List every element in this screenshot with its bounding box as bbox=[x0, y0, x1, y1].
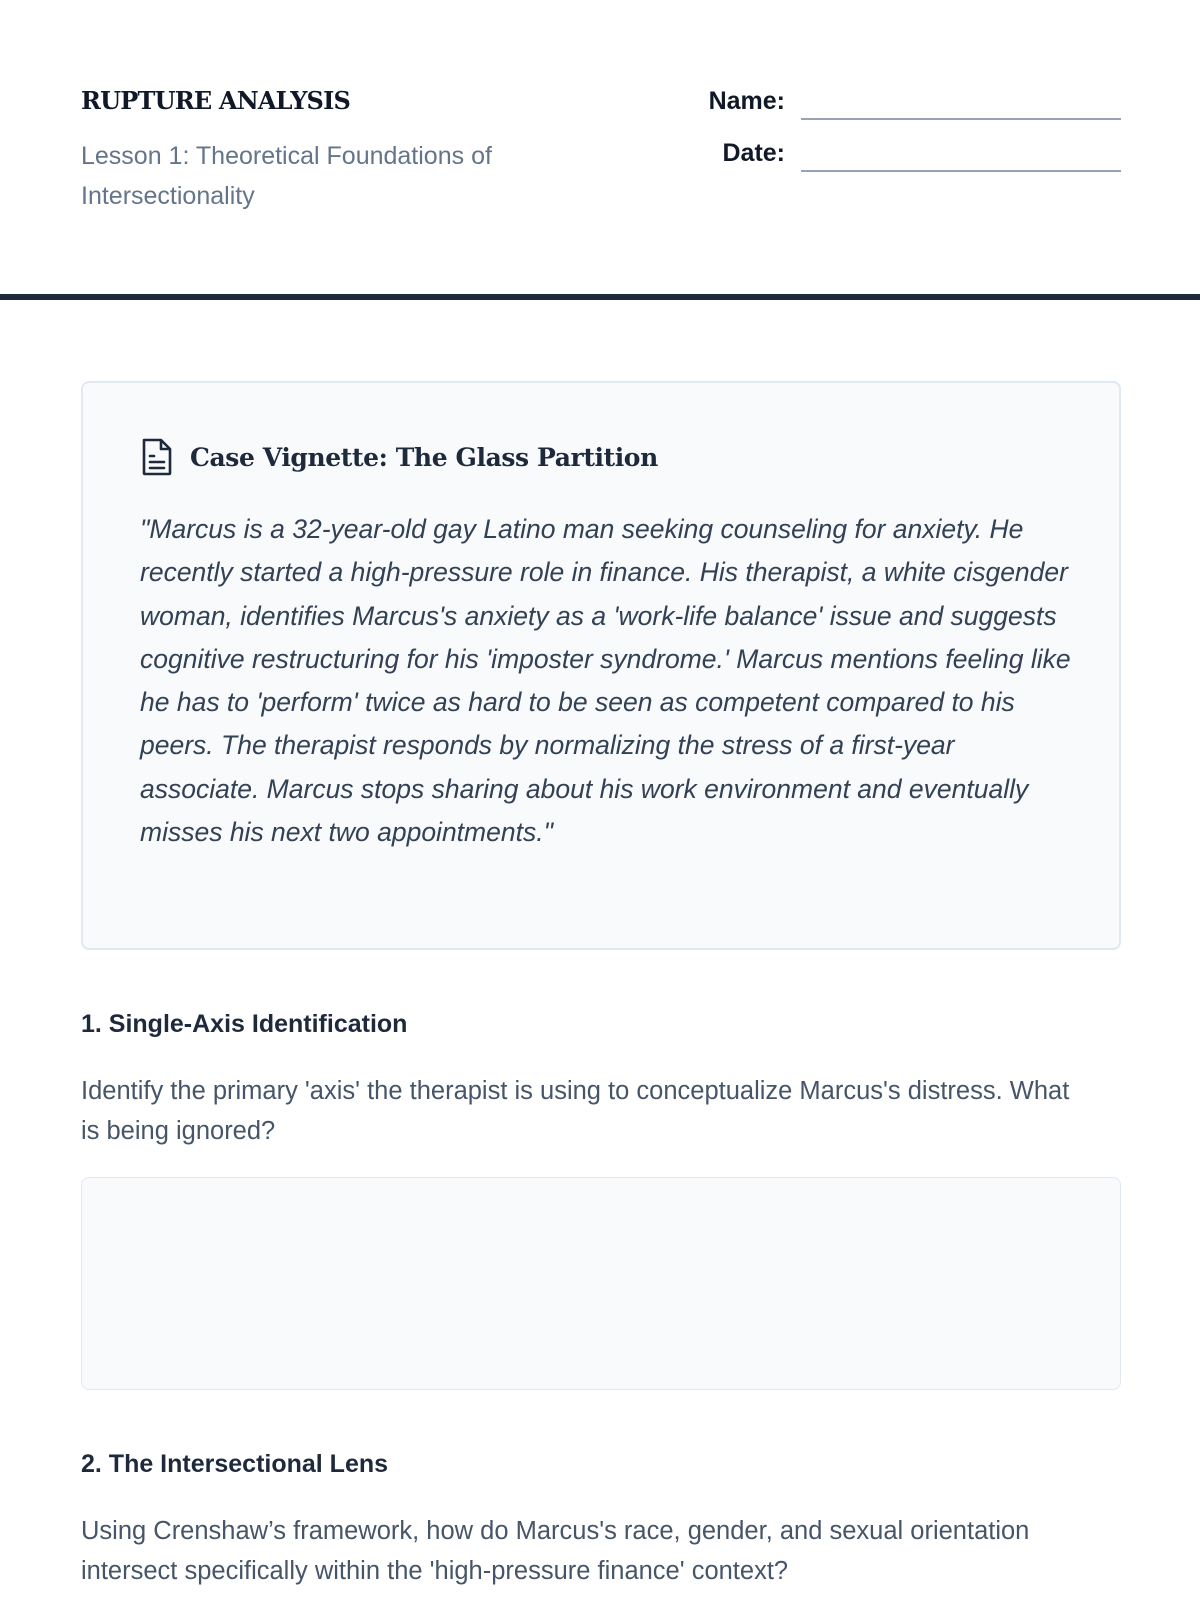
document-icon bbox=[140, 438, 174, 476]
date-field bbox=[691, 136, 1121, 188]
case-vignette-card bbox=[81, 381, 1121, 950]
question-1-answer-box[interactable] bbox=[81, 1177, 1121, 1390]
question-1-prompt: Identify the primary 'axis' the therapist is using to conceptualize Marcus's distress. What is being ignored? bbox=[81, 1077, 1070, 1145]
lesson-subtitle: Lesson 1: Theoretical Foundations of Intersectionality bbox=[81, 142, 492, 210]
question-1-title: 1. Single-Axis Identification bbox=[81, 1010, 408, 1038]
header-divider bbox=[0, 294, 1200, 300]
date-line[interactable] bbox=[801, 170, 1121, 172]
worksheet-title: RUPTURE ANALYSIS bbox=[81, 86, 351, 115]
date-label: Date: bbox=[722, 139, 785, 167]
question-2-prompt: Using Crenshaw’s framework, how do Marcus's race, gender, and sexual orientation intersect specifically within the 'high-pressure finance' context? bbox=[81, 1517, 1030, 1585]
worksheet-header bbox=[81, 0, 1121, 296]
name-label: Name: bbox=[708, 87, 785, 115]
name-line[interactable] bbox=[801, 118, 1121, 120]
vignette-title: Case Vignette: The Glass Partition bbox=[190, 442, 658, 472]
vignette-text: "Marcus is a 32-year-old gay Latino man seeking counseling for anxiety. He recently started a high-pressure role in finance. His therapist, a white cisgender woman, identifies Marcus's anxiety as a 'work-life balance' issue and suggests cognitive restructuring for his 'imposter syndrome.' Marcus mentions feeling like he has to 'perform' twice as hard to be seen as competent compared to his peers. The therapist responds by normalizing the stress of a first-year associate. Marcus stops sharing about his work environment and eventually misses his next two appointments." bbox=[140, 514, 1071, 848]
vignette-header bbox=[140, 437, 658, 477]
question-2-title: 2. The Intersectional Lens bbox=[81, 1450, 389, 1478]
title-block bbox=[81, 84, 571, 216]
name-field bbox=[691, 84, 1121, 136]
student-info-fields bbox=[691, 84, 1121, 188]
